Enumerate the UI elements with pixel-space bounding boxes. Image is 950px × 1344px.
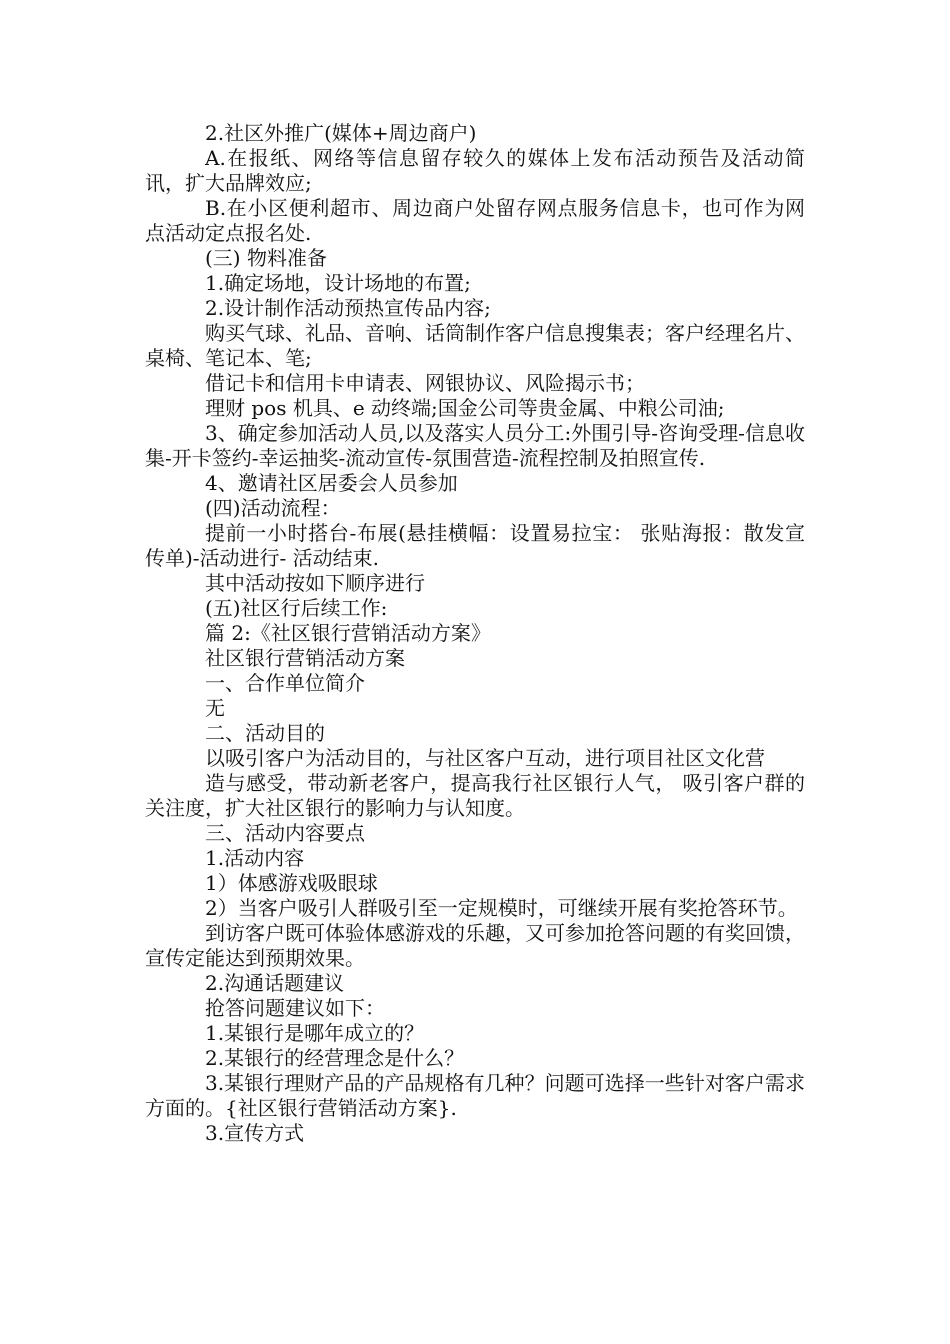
section-heading: 一、合作单位简介 [205,671,365,695]
paragraph: 造与感受，带动新老客户，提高我行社区银行人气， 吸引客户群的关注度，扩大社区银行的影响力与认知度。 [145,771,805,820]
section-heading: 二、活动目的 [205,721,325,745]
paragraph: 理财 pos 机具、e 动终端;国金公司等贵金属、中粮公司油; [205,396,725,420]
paragraph: 1）体感游戏吸眼球 [205,871,378,895]
paragraph: 以吸引客户为活动目的，与社区客户互动，进行项目社区文化营 [205,746,765,770]
section-heading: (四)活动流程： [205,496,341,520]
paragraph: 2.设计制作活动预热宣传品内容; [205,296,491,320]
paragraph: 借记卡和信用卡申请表、网银协议、风险揭示书； [205,371,645,395]
article-subtitle: 社区银行营销活动方案 [205,646,405,670]
section-heading: (三) 物料准备 [205,246,327,270]
paragraph: 3.某银行理财产品的产品规格有几种？问题可选择一些针对客户需求方面的。{社区银行营销活动方案}. [145,1071,805,1120]
paragraph: 3.宣传方式 [205,1121,305,1145]
paragraph: 4、邀请社区居委会人员参加 [205,471,458,495]
paragraph: 1.某银行是哪年成立的？ [205,1021,425,1045]
section-heading: 三、活动内容要点 [205,821,365,845]
paragraph: 到访客户既可体验体感游戏的乐趣，又可参加抢答问题的有奖回馈，宣传定能达到预期效果。 [145,921,805,970]
document-page [145,121,805,1146]
paragraph: 2.社区外推广(媒体+周边商户) [205,121,477,145]
paragraph: A.在报纸、网络等信息留存较久的媒体上发布活动预告及活动简讯，扩大品牌效应; [145,146,805,195]
article-title: 篇 2:《社区银行营销活动方案》 [205,621,491,645]
paragraph: 其中活动按如下顺序进行 [205,571,425,595]
paragraph: B.在小区便利超市、周边商户处留存网点服务信息卡，也可作为网点活动定点报名处. [145,196,805,245]
paragraph: 抢答问题建议如下： [205,996,385,1020]
paragraph: 无 [205,696,225,720]
section-heading: (五)社区行后续工作: [205,596,388,620]
paragraph: 2.沟通话题建议 [205,971,345,995]
paragraph: 1.活动内容 [205,846,305,870]
paragraph: 2）当客户吸引人群吸引至一定规模时，可继续开展有奖抢答环节。 [205,896,798,920]
paragraph: 购买气球、礼品、音响、话筒制作客户信息搜集表；客户经理名片、桌椅、笔记本、笔; [145,321,805,370]
paragraph: 1.确定场地，设计场地的布置; [205,271,471,295]
paragraph: 2.某银行的经营理念是什么？ [205,1046,465,1070]
paragraph: 3、确定参加活动人员,以及落实人员分工:外围引导-咨询受理-信息收集-开卡签约-幸运抽奖-流动宣传-氛围营造-流程控制及拍照宣传. [145,421,805,470]
paragraph: 提前一小时搭台-布展(悬挂横幅：设置易拉宝： 张贴海报：散发宣传单)-活动进行- 活动结束. [145,521,805,570]
